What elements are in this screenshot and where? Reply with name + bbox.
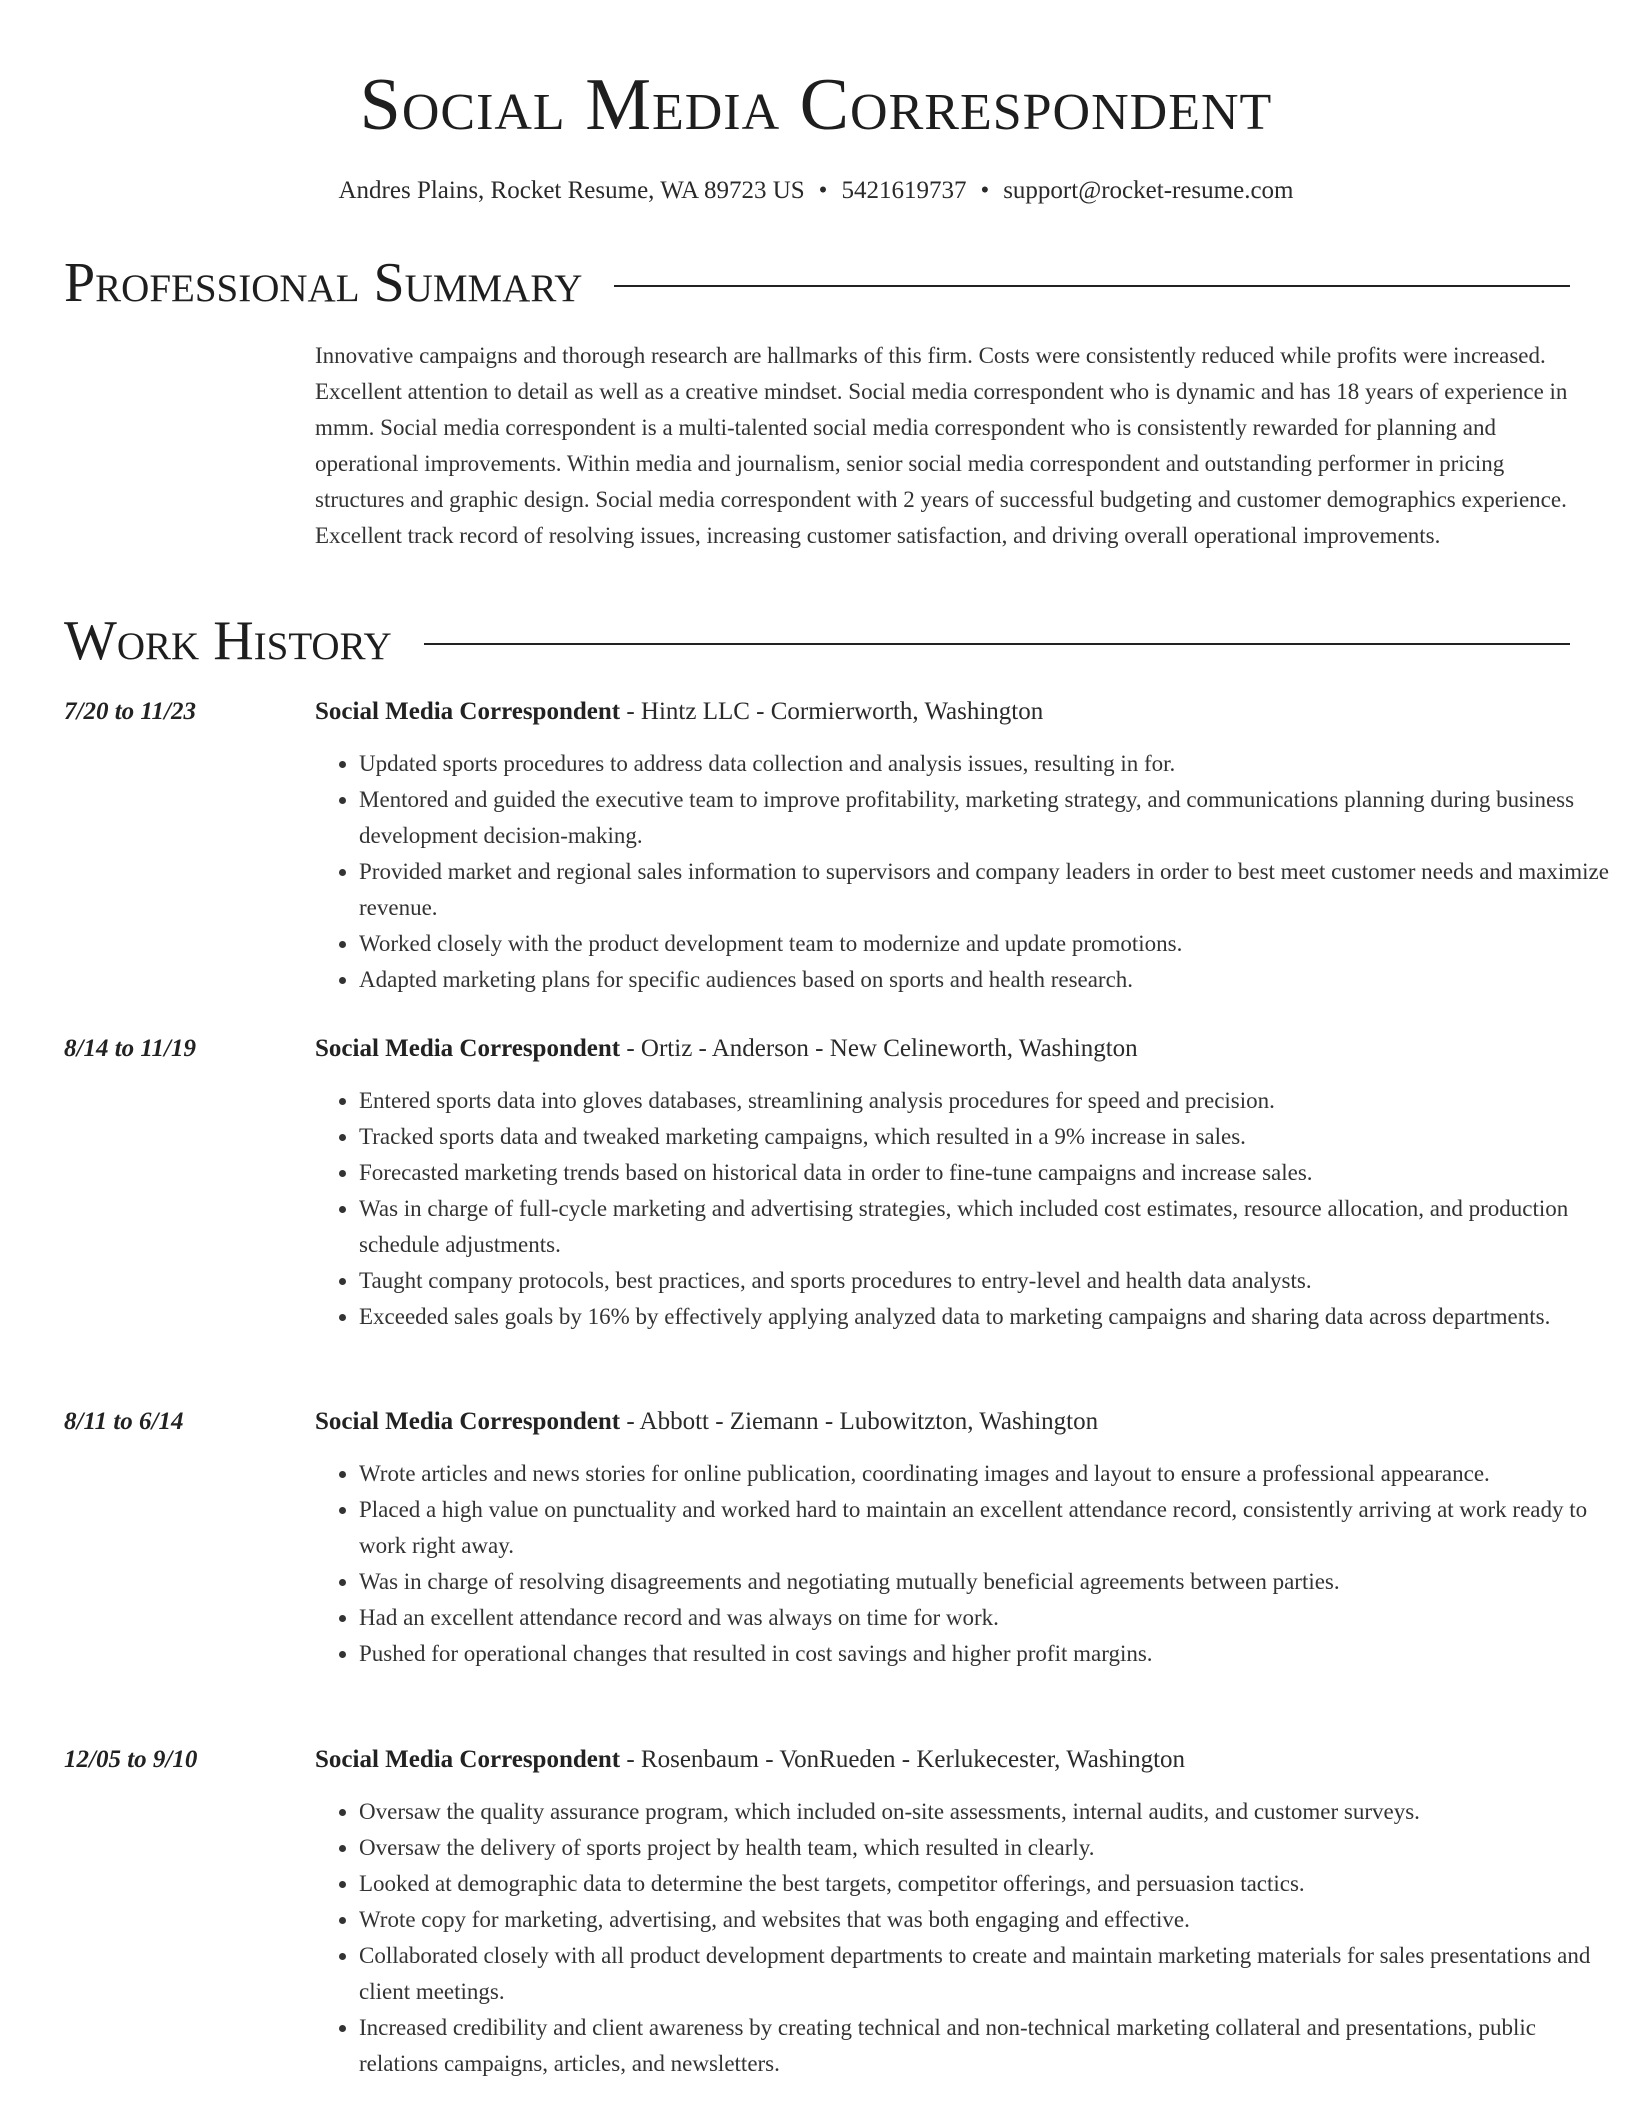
job-bullet: • Increased credibility and client awareness by creating technical and non-technical marketing collateral and presentations, public relations campaigns, articles, and newsletters.: [359, 2010, 1614, 2082]
contact-email[interactable]: support@rocket-resume.com: [1003, 177, 1294, 204]
job-bullet-list: [315, 1794, 1614, 2082]
section-title-work-history: Work History: [64, 610, 392, 672]
job-dates: 12/05 to 9/10: [64, 1746, 198, 1773]
job-dates: 8/14 to 11/19: [64, 1035, 196, 1062]
job-heading: [315, 1404, 1570, 1440]
contact-separator: •: [818, 177, 828, 204]
job-bullet: • Collaborated closely with all product development departments to create and maintain marketing materials for sales presentations and client meetings.: [359, 1938, 1614, 2010]
job-bullet: • Updated sports procedures to address data collection and analysis issues, resulting in for.: [359, 746, 1614, 782]
job-bullet: • Entered sports data into gloves databases, streamlining analysis procedures for speed and precision.: [359, 1083, 1614, 1119]
contact-line: [0, 174, 1632, 208]
job-bullet: • Exceeded sales goals by 16% by effectively applying analyzed data to marketing campaigns and sharing data across departments.: [359, 1299, 1614, 1335]
job-bullet: • Was in charge of resolving disagreements and negotiating mutually beneficial agreements between parties.: [359, 1564, 1614, 1600]
job-bullet: • Mentored and guided the executive team to improve profitability, marketing strategy, and communications planning during business development decision-making.: [359, 782, 1614, 854]
job-employer-location: - Hintz LLC - Cormierworth, Washington: [620, 698, 1044, 725]
job-employer-location: - Ortiz - Anderson - New Celineworth, Washington: [620, 1035, 1138, 1062]
job-bullet: • Adapted marketing plans for specific audiences based on sports and health research.: [359, 962, 1614, 998]
job-bullet-list: [315, 1083, 1614, 1335]
contact-phone: 5421619737: [841, 177, 967, 204]
job-bullet: • Had an excellent attendance record and was always on time for work.: [359, 1600, 1614, 1636]
job-bullet: • Oversaw the quality assurance program, which included on-site assessments, internal audits, and customer surveys.: [359, 1794, 1614, 1830]
job-bullet: • Worked closely with the product development team to modernize and update promotions.: [359, 926, 1614, 962]
job-bullet-list: [315, 1456, 1614, 1672]
job-title: Social Media Correspondent: [315, 698, 621, 725]
job-bullet: • Looked at demographic data to determine the best targets, competitor offerings, and persuasion tactics.: [359, 1866, 1614, 1902]
section-divider: [614, 285, 1570, 287]
job-bullet-list: [315, 746, 1614, 998]
job-heading: [315, 694, 1570, 730]
job-bullet: • Oversaw the delivery of sports project by health team, which resulted in clearly.: [359, 1830, 1614, 1866]
section-divider: [424, 643, 1570, 645]
work-history-header: [64, 610, 1570, 672]
job-title: Social Media Correspondent: [315, 1408, 621, 1435]
job-title: Social Media Correspondent: [315, 1035, 621, 1062]
professional-summary-header: [64, 252, 1570, 314]
job-dates: 8/11 to 6/14: [64, 1408, 184, 1435]
job-heading: [315, 1742, 1570, 1778]
job-bullet: • Placed a high value on punctuality and worked hard to maintain an excellent attendance record, consistently arriving at work ready to work right away.: [359, 1492, 1614, 1564]
job-bullet: • Tracked sports data and tweaked marketing campaigns, which resulted in a 9% increase in sales.: [359, 1119, 1614, 1155]
professional-summary-text: Innovative campaigns and thorough research are hallmarks of this firm. Costs were consistently reduced while profits were increased. Excellent attention to detail as well as a creative mindset. Social media correspondent who is dynamic and has 18 years of experience in mmm. Social media correspondent is a multi-talented social media correspondent who is consistently rewarded for planning and operational improvements. Within media and journalism, senior social media correspondent and outstanding performer in pricing structures and graphic design. Social media correspondent with 2 years of successful budgeting and customer demographics experience. Excellent track record of resolving issues, increasing customer satisfaction, and driving overall operational improvements.: [315, 343, 1568, 548]
job-bullet: • Wrote articles and news stories for online publication, coordinating images and layout to ensure a professional appearance.: [359, 1456, 1614, 1492]
job-dates: 7/20 to 11/23: [64, 698, 196, 725]
contact-address: Andres Plains, Rocket Resume, WA 89723 US: [338, 177, 805, 204]
resume-name-heading: Social Media Correspondent: [359, 64, 1273, 146]
job-employer-location: - Rosenbaum - VonRueden - Kerlukecester, Washington: [620, 1746, 1186, 1773]
contact-separator: •: [980, 177, 990, 204]
job-heading: [315, 1031, 1570, 1067]
job-bullet: • Forecasted marketing trends based on historical data in order to fine-tune campaigns and increase sales.: [359, 1155, 1614, 1191]
job-employer-location: - Abbott - Ziemann - Lubowitzton, Washington: [620, 1408, 1099, 1435]
job-bullet: • Was in charge of full-cycle marketing and advertising strategies, which included cost estimates, resource allocation, and production schedule adjustments.: [359, 1191, 1614, 1263]
job-bullet: • Wrote copy for marketing, advertising, and websites that was both engaging and effective.: [359, 1902, 1614, 1938]
job-bullet: • Taught company protocols, best practices, and sports procedures to entry-level and health data analysts.: [359, 1263, 1614, 1299]
section-title-professional-summary: Professional Summary: [64, 252, 583, 314]
job-title: Social Media Correspondent: [315, 1746, 621, 1773]
job-bullet: • Provided market and regional sales information to supervisors and company leaders in order to best meet customer needs and maximize revenue.: [359, 854, 1614, 926]
job-bullet: • Pushed for operational changes that resulted in cost savings and higher profit margins.: [359, 1636, 1614, 1672]
